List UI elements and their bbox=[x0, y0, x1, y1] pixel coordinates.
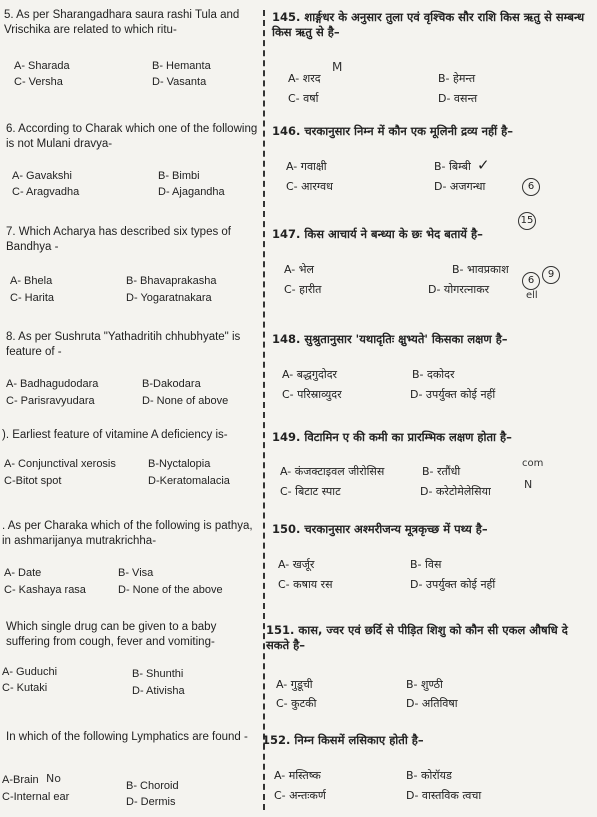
option-d: D-Keratomalacia bbox=[148, 475, 230, 487]
option-c: C- Aragvadha bbox=[12, 186, 80, 198]
question-text: 5. As per Sharangadhara saura rashi Tula and Vrischika are related to which ritu- bbox=[4, 9, 240, 36]
option-b: B- Visa bbox=[118, 567, 154, 579]
option-b: B- बिम्बी bbox=[434, 160, 471, 173]
option-a: A- गवाक्षी bbox=[286, 160, 327, 173]
question-text: 152. निम्न किसमें लसिकाए होती है– bbox=[262, 733, 424, 747]
option-a: A- भेल bbox=[284, 263, 314, 276]
option-c: C- आरग्वध bbox=[286, 180, 333, 193]
option-c: C- Kashaya rasa bbox=[4, 584, 86, 596]
option-b: B- शुण्ठी bbox=[406, 678, 443, 691]
option-b: B- Choroid bbox=[126, 780, 179, 792]
handwritten-mark: N bbox=[524, 478, 533, 491]
english-column bbox=[0, 0, 262, 817]
question-text: 147. किस आचार्य ने बन्ध्या के छः भेद बतायें है– bbox=[272, 227, 483, 241]
option-a: A- कंजक्टाइवल जीरोसिस bbox=[280, 465, 385, 478]
option-c: C- कषाय रस bbox=[278, 578, 333, 591]
option-d: D- वास्तविक त्वचा bbox=[406, 789, 482, 802]
option-a: A- Badhagudodara bbox=[6, 378, 99, 390]
option-c: C- Harita bbox=[10, 292, 55, 304]
option-b: B- Bhavaprakasha bbox=[126, 275, 217, 287]
option-a: A- शरद bbox=[288, 72, 321, 85]
option-d: D- Vasanta bbox=[152, 76, 207, 88]
option-a: A- खर्जूर bbox=[278, 558, 315, 571]
question-text: 7. Which Acharya has described six types of Bandhya - bbox=[6, 226, 231, 253]
handwritten-circle-number: 9 bbox=[542, 266, 560, 284]
option-d: D- वसन्त bbox=[438, 92, 478, 105]
option-c: C- Parisravyudara bbox=[6, 395, 95, 407]
column-divider bbox=[263, 10, 265, 810]
option-c: C- वर्षा bbox=[288, 92, 319, 105]
question-text: In which of the following Lymphatics are found - bbox=[6, 731, 248, 743]
question-text: ). Earliest feature of vitamine A deficiency is- bbox=[2, 429, 228, 441]
option-c: C-Internal ear bbox=[2, 791, 70, 803]
option-d: D- उपर्युक्त कोई नहीं bbox=[410, 578, 496, 591]
handwritten-mark: No bbox=[46, 772, 61, 785]
option-d: D- Dermis bbox=[126, 796, 176, 808]
option-d: D- Yogaratnakara bbox=[126, 292, 212, 304]
question-text: Which single drug can be given to a baby suffering from cough, fever and vomiting- bbox=[6, 621, 217, 648]
option-c: C- कुटकी bbox=[276, 697, 317, 710]
question-text: 146. चरकानुसार निम्न में कौन एक मूलिनी द्रव्य नहीं है– bbox=[272, 124, 513, 138]
option-b: B-Dakodara bbox=[142, 378, 201, 390]
option-d: D- Ajagandha bbox=[158, 186, 225, 198]
option-b: B- भावप्रकाश bbox=[452, 263, 509, 276]
option-a: A- गुडूची bbox=[276, 678, 313, 691]
option-c: C- परिस्राव्युदर bbox=[282, 388, 342, 401]
option-d: D- उपर्युक्त कोई नहीं bbox=[410, 388, 496, 401]
option-a: A- Sharada bbox=[14, 60, 70, 72]
handwritten-mark: ell bbox=[526, 290, 538, 301]
option-a: A- Gavakshi bbox=[12, 170, 72, 182]
option-d: D- None of above bbox=[142, 395, 229, 407]
option-d: D- None of the above bbox=[118, 584, 223, 596]
option-a: A- Date bbox=[4, 567, 42, 579]
option-b: B-Nyctalopia bbox=[148, 458, 211, 470]
option-c: C- बिटाट स्पाट bbox=[280, 485, 341, 498]
question-text: 6. According to Charak which one of the following is not Mulani dravya- bbox=[6, 123, 258, 150]
option-c: C- हारीत bbox=[284, 283, 322, 296]
option-c: C- Kutaki bbox=[2, 682, 48, 694]
option-b: B- रतौंधी bbox=[422, 465, 461, 478]
question-text: 148. सुश्रुतानुसार 'यथादृतिः क्षुभ्यते' किसका लक्षण है– bbox=[272, 332, 508, 346]
option-b: B- Shunthi bbox=[132, 668, 184, 680]
question-text: 150. चरकानुसार अश्मरीजन्य मूत्रकृच्छ में पथ्य है– bbox=[272, 522, 488, 536]
question-text: 8. As per Sushruta "Yathadritih chhubhyate" is feature of - bbox=[6, 331, 241, 358]
handwritten-circle-number: 15 bbox=[518, 212, 536, 230]
option-b: B- कोरॉयड bbox=[406, 769, 452, 782]
question-text: 149. विटामिन ए की कमी का प्रारम्भिक लक्षण होता है– bbox=[272, 430, 512, 444]
question-text: 151. कास, ज्वर एवं छर्दि से पीड़ित शिशु को कौन सी एकल औषधि दे सकते है– bbox=[266, 623, 568, 652]
option-a: A- Guduchi bbox=[2, 666, 58, 678]
option-d: D- योगरत्नाकर bbox=[428, 283, 490, 296]
question-text: 145. शार्ङ्गधर के अनुसार तुला एवं वृश्चिक सौर राशि किस ऋतु से सम्बन्ध किस ऋतु से है– bbox=[272, 10, 585, 39]
option-d: D- करेटोमेलेसिया bbox=[420, 485, 491, 498]
option-c: C- Versha bbox=[14, 76, 63, 88]
handwritten-circle-number: 6 bbox=[522, 178, 540, 196]
option-a: A- Bhela bbox=[10, 275, 53, 287]
option-a: A- मस्तिष्क bbox=[274, 769, 321, 782]
option-b: B- हेमन्त bbox=[438, 72, 476, 85]
option-b: B- Hemanta bbox=[152, 60, 211, 72]
option-b: B- दकोदर bbox=[412, 368, 455, 381]
handwritten-circle-number: 6 bbox=[522, 272, 540, 290]
option-a: A-Brain bbox=[2, 774, 39, 786]
option-c: C-Bitot spot bbox=[4, 475, 62, 487]
hindi-column bbox=[262, 0, 597, 817]
option-d: D- Ativisha bbox=[132, 685, 185, 697]
check-mark-icon: ✓ bbox=[477, 156, 490, 174]
question-text: . As per Charaka which of the following is pathya, in ashmarijanya mutrakrichha- bbox=[2, 520, 253, 547]
option-d: D- अतिविषा bbox=[406, 697, 458, 710]
option-a: A- बद्धगुदोदर bbox=[282, 368, 338, 381]
option-c: C- अन्तःकर्ण bbox=[274, 789, 326, 802]
handwritten-mark: M bbox=[332, 60, 343, 74]
option-a: A- Conjunctival xerosis bbox=[4, 458, 116, 470]
option-b: B- विस bbox=[410, 558, 442, 571]
option-b: B- Bimbi bbox=[158, 170, 200, 182]
option-d: D- अजगन्धा bbox=[434, 180, 486, 193]
handwritten-mark: com bbox=[522, 458, 544, 469]
